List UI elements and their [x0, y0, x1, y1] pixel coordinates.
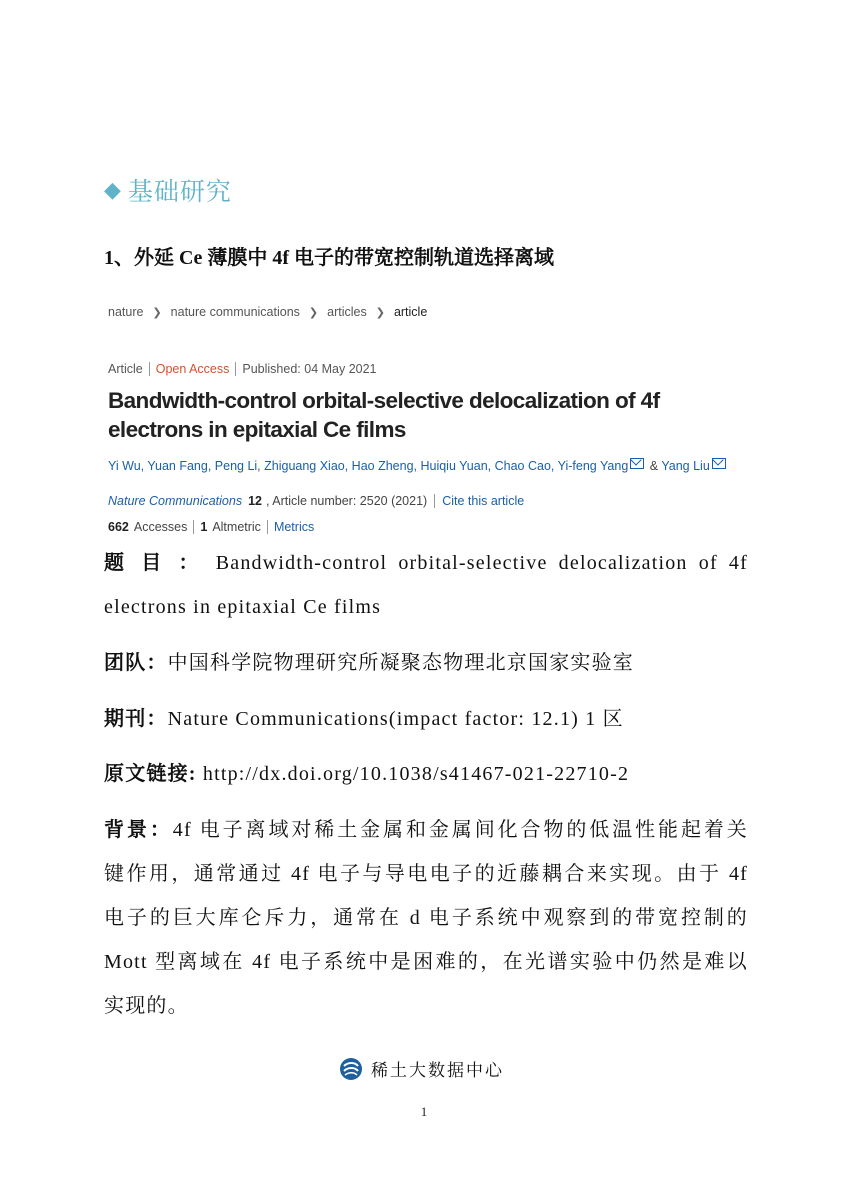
item-title: 1、外延 Ce 薄膜中 4f 电子的带宽控制轨道选择离域	[104, 247, 554, 269]
topic-label: 题 目 ：	[104, 552, 205, 574]
background-field	[104, 808, 748, 1028]
background-line: 实现的。	[104, 995, 189, 1017]
team-label: 团队：	[104, 652, 168, 674]
journal-name[interactable]: Nature Communications	[108, 494, 243, 508]
section-heading	[104, 172, 232, 208]
metrics-line	[108, 520, 314, 534]
altmetric-label: Altmetric	[212, 520, 261, 534]
article-number: , Article number: 2520 (2021)	[266, 494, 428, 508]
article-title	[108, 386, 748, 444]
author-ampersand: &	[649, 459, 659, 473]
breadcrumb-item[interactable]: nature	[108, 305, 144, 319]
diamond-bullet-icon: ◆	[104, 177, 122, 202]
article-title-line: Bandwidth-control orbital-selective delocalization of 4f	[108, 388, 660, 413]
background-line: 电子的巨大库仑斥力，通常在 d 电子系统中观察到的带宽控制的	[104, 907, 748, 929]
topic-field	[104, 541, 748, 629]
background-label: 背景：	[104, 819, 173, 841]
cite-link[interactable]: Cite this article	[442, 494, 525, 508]
divider	[434, 494, 435, 508]
team-field	[104, 641, 748, 685]
authors-text[interactable]: Yi Wu, Yuan Fang, Peng Li, Zhiguang Xiao, Hao Zheng, Huiqiu Yuan, Chao Cao, Yi-feng Yang	[108, 459, 629, 473]
divider	[149, 362, 150, 376]
metrics-link[interactable]: Metrics	[273, 520, 315, 534]
breadcrumb	[108, 300, 748, 324]
article-meta	[108, 362, 377, 376]
divider	[193, 520, 194, 534]
chevron-right-icon: ❯	[308, 306, 319, 319]
link-field	[104, 752, 748, 796]
breadcrumb-item-current: article	[393, 305, 428, 319]
link-label: 原文链接:	[104, 763, 197, 785]
background-text: 4f 电子离域对稀土金属和金属间化合物的低温性能起着关	[172, 819, 748, 841]
section-title-text: 基础研究	[127, 179, 232, 206]
team-value: 中国科学院物理研究所凝聚态物理北京国家实验室	[167, 652, 635, 674]
journal-label: 期刊：	[104, 708, 168, 730]
chevron-right-icon: ❯	[375, 306, 385, 319]
article-title-line: electrons in epitaxial Ce films	[108, 417, 406, 442]
footer-org-name: 稀土大数据中心	[371, 1061, 504, 1080]
accesses-count: 662	[108, 520, 129, 534]
background-line: Mott 型离域在 4f 电子系统中是困难的，在光谱实验中仍然是难以	[104, 951, 748, 973]
background-line	[104, 808, 748, 852]
page-number: 1	[420, 1104, 428, 1119]
published-date: Published: 04 May 2021	[242, 362, 377, 376]
divider	[267, 520, 268, 534]
topic-line	[104, 541, 748, 585]
topic-line: electrons in epitaxial Ce films	[104, 596, 382, 618]
altmetric-count: 1	[200, 520, 208, 534]
mail-icon[interactable]	[712, 458, 726, 469]
accesses-label: Accesses	[133, 520, 188, 534]
topic-text: Bandwidth-control orbital-selective delocalization of 4f	[215, 552, 748, 574]
rare-earth-logo-icon	[339, 1057, 363, 1081]
mail-icon[interactable]	[630, 458, 644, 469]
chevron-right-icon: ❯	[152, 306, 162, 319]
divider	[235, 362, 236, 376]
author-list	[108, 458, 728, 473]
article-screenshot	[108, 300, 748, 534]
breadcrumb-item[interactable]: articles	[327, 305, 367, 319]
journal-field	[104, 697, 748, 741]
journal-line	[108, 494, 524, 508]
background-line: 键作用，通常通过 4f 电子与导电电子的近藤耦合来实现。由于 4f	[104, 863, 748, 885]
article-type: Article	[108, 362, 143, 376]
link-value[interactable]: http://dx.doi.org/10.1038/s41467-021-22710-2	[202, 763, 630, 785]
breadcrumb-item[interactable]: nature communications	[170, 305, 300, 319]
footer-brand	[339, 1056, 504, 1081]
journal-value: Nature Communications(impact factor: 12.1) 1 区	[167, 708, 624, 730]
journal-volume: 12	[248, 494, 262, 508]
author-last[interactable]: Yang Liu	[661, 459, 710, 473]
open-access-badge: Open Access	[155, 362, 230, 376]
